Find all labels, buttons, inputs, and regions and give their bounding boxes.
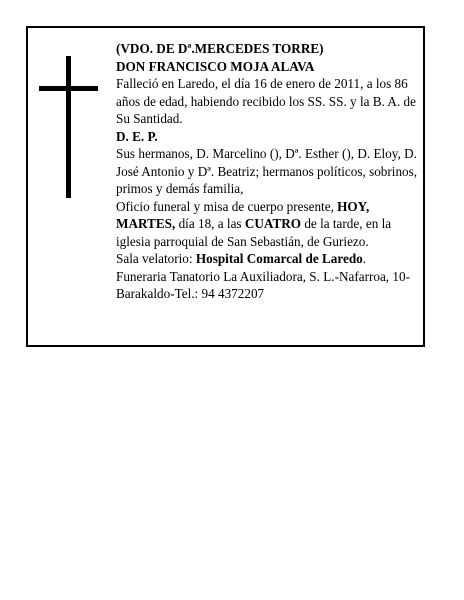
- funeral-home: Funeraria Tanatorio La Auxiliadora, S. L.-Nafarroa, 10-Barakaldo-Tel.: 94 4372207: [116, 268, 410, 301]
- obituary-notice: [26, 26, 425, 347]
- widower-line: (VDO. DE Dª.MERCEDES TORRE): [116, 41, 324, 56]
- death-details: Falleció en Laredo, el día 16 de enero de 2011, a los 86 años de edad, habiendo recibido los SS. SS. y la B. A. de Su Santidad.: [116, 76, 416, 126]
- rip-line: D. E. P.: [116, 128, 158, 144]
- wake-room: Sala velatorio: Hospital Comarcal de Laredo.: [116, 251, 367, 266]
- family-list: Sus hermanos, D. Marcelino (), Dª. Esther (), D. Eloy, D. José Antonio y Dª. Beatriz; hermanos políticos, sobrinos, primos y demás familia,: [116, 146, 418, 196]
- cross-vertical-bar: [66, 56, 71, 198]
- deceased-name: DON FRANCISCO MOJA ALAVA: [116, 58, 315, 74]
- funeral-details: Oficio funeral y misa de cuerpo presente, HOY, MARTES, día 18, a las CUATRO de la tarde, en la iglesia parroquial de San Sebastián, de Guriezo.: [116, 198, 392, 249]
- obituary-text: [116, 40, 421, 303]
- cross-horizontal-bar: [39, 86, 98, 91]
